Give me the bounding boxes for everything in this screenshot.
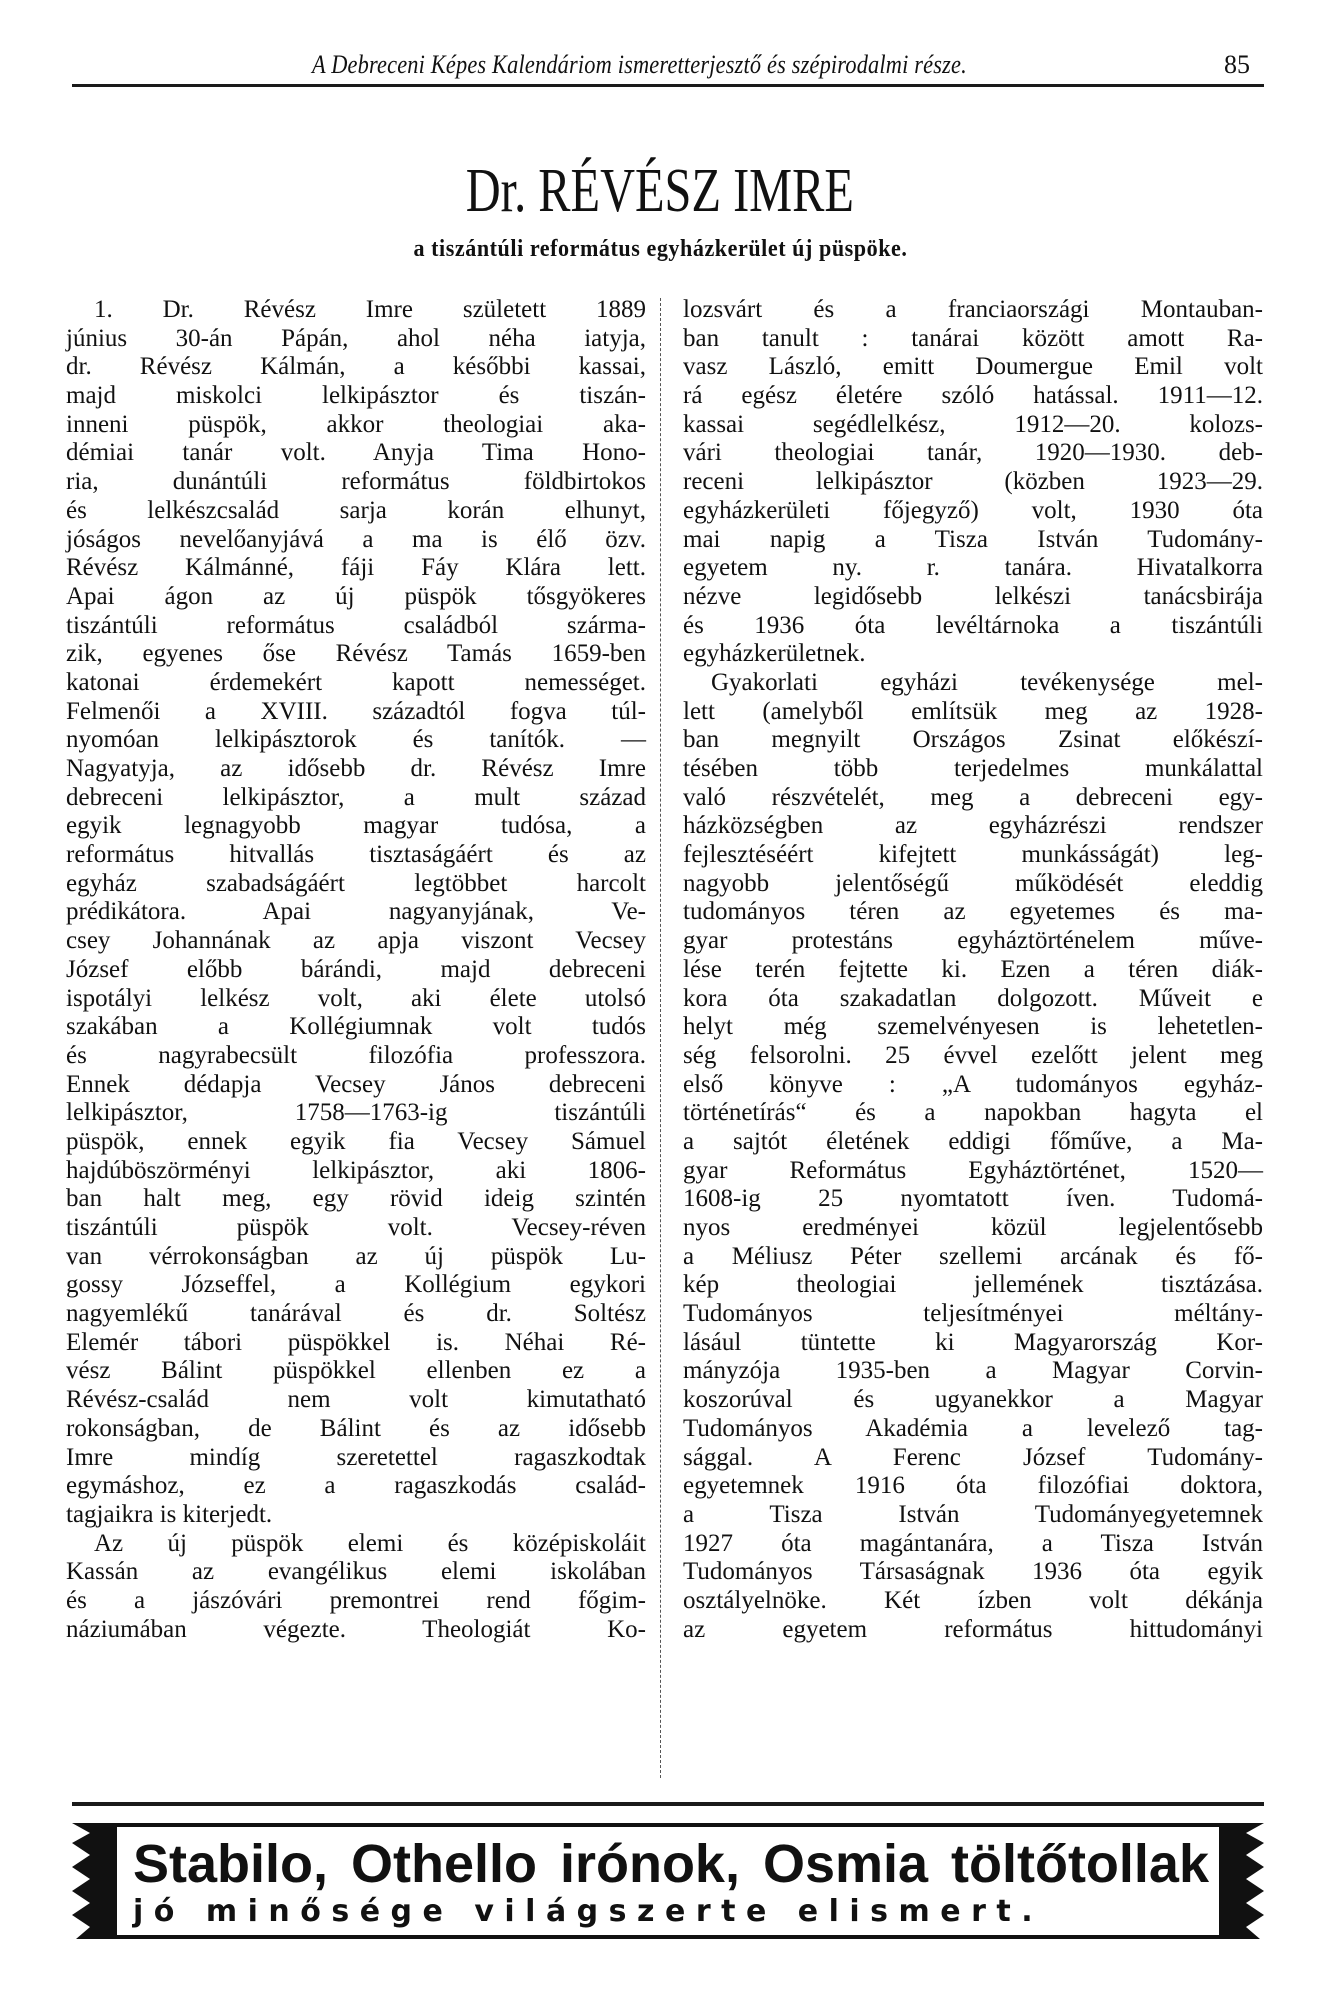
text-line: ispotályi lelkész volt, aki élete utolsó <box>66 984 646 1012</box>
advertisement-box <box>114 1823 1222 1939</box>
text-line: tudományos téren az egyetemes és ma- <box>683 898 1263 926</box>
footer-rule <box>72 1802 1264 1806</box>
text-line: lett (amelyből említsük meg az 1928- <box>683 697 1263 725</box>
article-title-text: Dr. RÉVÉSZ IMRE <box>465 157 855 225</box>
text-line: gossy Józseffel, a Kollégium egykori <box>66 1271 646 1299</box>
text-line: mai napig a Tisza István Tudomány- <box>683 525 1263 553</box>
text-line: lásául tüntette ki Magyarország Kor- <box>683 1328 1263 1356</box>
text-line: majd miskolci lelkipásztor és tiszán- <box>66 382 646 410</box>
text-line: és a jászóvári premontrei rend főgim- <box>66 1586 646 1614</box>
text-line: egyházkerületnek. <box>683 640 866 668</box>
text-line: 1608-ig 25 nyomtatott íven. Tudomá- <box>683 1185 1263 1213</box>
text-line: Révész-család nem volt kimutatható <box>66 1386 646 1414</box>
text-line: kép theologiai jellemének tisztázása. <box>683 1271 1263 1299</box>
text-line: József előbb bárándi, majd debreceni <box>66 955 646 983</box>
left-column <box>66 296 646 1644</box>
text-line: és nagyrabecsült filozófia professzora. <box>66 1041 646 1069</box>
page-number: 85 <box>1224 50 1250 79</box>
text-line: van vérrokonságban az új püspök Lu- <box>66 1242 646 1270</box>
text-line: ban halt meg, egy rövid ideig szintén <box>66 1185 646 1213</box>
text-line: tiszántúli református családból szárma- <box>66 611 646 639</box>
ad-headline-word: Stabilo, <box>133 1834 329 1894</box>
text-line: fejlesztéséért kifejtett munkásságát) leg- <box>683 841 1263 869</box>
text-line: inneni püspök, akkor theologiai aka- <box>66 410 646 438</box>
text-line: első könyve : „A tudományos egyház- <box>683 1070 1263 1098</box>
text-line: a Tisza István Tudományegyetemnek <box>683 1500 1263 1528</box>
text-line: lelkipásztor, 1758—1763-ig tiszántúli <box>66 1099 646 1127</box>
ad-headline <box>133 1833 1209 1895</box>
text-line: vasz László, emitt Doumergue Emil volt <box>683 353 1263 381</box>
right-column <box>683 296 1263 1644</box>
column-divider <box>660 298 661 1778</box>
text-line: Felmenői a XVIII. századtól fogva túl- <box>66 697 646 725</box>
text-line: debreceni lelkipásztor, a mult század <box>66 783 646 811</box>
text-line: dr. Révész Kálmán, a későbbi kassai, <box>66 353 646 381</box>
text-line: nyomóan lelkipásztorok és tanítók. — <box>66 726 646 754</box>
text-line: lozsvárt és a franciaországi Montauban- <box>683 296 1263 323</box>
text-line: vári theologiai tanár, 1920—1930. deb- <box>683 439 1263 467</box>
text-line: 1927 óta magántanára, a Tisza István <box>683 1529 1263 1557</box>
text-line: június 30-án Pápán, ahol néha iatyja, <box>66 324 646 352</box>
running-head <box>72 44 1264 84</box>
text-line: Imre mindíg szeretettel ragaszkodtak <box>66 1443 646 1471</box>
text-line: gyar protestáns egyháztörténelem műve- <box>683 927 1263 955</box>
text-line: démiai tanár volt. Anyja Tima Hono- <box>66 439 646 467</box>
serrated-tab-right-icon <box>1220 1823 1264 1939</box>
running-head-title: A Debreceni Képes Kalendáriom ismeretterjesztő és szépirodalmi része. <box>312 50 967 79</box>
text-line: katonai érdemekért kapott nemességet. <box>66 668 646 696</box>
text-line: sággal. A Ferenc József Tudomány- <box>683 1443 1263 1471</box>
text-line: prédikátora. Apai nagyanyjának, Ve- <box>66 898 646 926</box>
text-line: ria, dunántúli református földbirtokos <box>66 468 646 496</box>
ad-headline-word: irónok, <box>559 1834 740 1894</box>
text-line: a sajtót életének eddigi főműve, a Ma- <box>683 1127 1263 1155</box>
text-line: egyetem ny. r. tanára. Hivatalkorra <box>683 554 1263 582</box>
text-line: hajdúböszörményi lelkipásztor, aki 1806- <box>66 1156 646 1184</box>
text-line: kora óta szakadatlan dolgozott. Műveit e <box>683 984 1263 1012</box>
text-line: és lelkészcsalád sarja korán elhunyt, <box>66 496 646 524</box>
text-line: házközségben az egyházrészi rendszer <box>683 812 1263 840</box>
text-line: Az új püspök elemi és középiskoláit <box>94 1529 646 1557</box>
text-line: Tudományos Akadémia a levelező tag- <box>683 1414 1263 1442</box>
article-title <box>0 156 1320 226</box>
text-line: nézve legidősebb lelkészi tanácsbirája <box>683 582 1263 610</box>
text-line: koszorúval és ugyanekkor a Magyar <box>683 1386 1263 1414</box>
text-line: ban tanult : tanárai között amott Ra- <box>683 324 1263 352</box>
text-line: tagjaikra is kiterjedt. <box>66 1500 273 1528</box>
text-line: ség felsorolni. 25 évvel ezelőtt jelent meg <box>683 1041 1263 1069</box>
text-line: egyházkerületi főjegyző) volt, 1930 óta <box>683 496 1263 524</box>
serrated-tab-left-icon <box>72 1823 116 1939</box>
text-line: nagyemlékű tanárával és dr. Soltész <box>66 1300 646 1328</box>
ad-headline-word: töltőtollak <box>951 1834 1209 1894</box>
article-subtitle-text: a tiszántúli református egyházkerület új püspöke. <box>412 236 907 262</box>
text-line: Tudományos teljesítményei méltány- <box>683 1300 1263 1328</box>
text-line: rokonságban, de Bálint és az idősebb <box>66 1414 646 1442</box>
text-line: Ennek dédapja Vecsey János debreceni <box>66 1070 646 1098</box>
text-line: Apai ágon az új püspök tősgyökeres <box>66 582 646 610</box>
text-line: egyház szabadságáért legtöbbet harcolt <box>66 869 646 897</box>
text-line: tiszántúli püspök volt. Vecsey-réven <box>66 1214 646 1241</box>
text-line: ban megnyilt Országos Zsinat előkészí- <box>683 726 1263 754</box>
text-line: püspök, ennek egyik fia Vecsey Sámuel <box>66 1127 646 1155</box>
text-line: szakában a Kollégiumnak volt tudós <box>66 1013 646 1041</box>
text-line: egymáshoz, ez a ragaszkodás család- <box>66 1472 646 1500</box>
text-line: egyetemnek 1916 óta filozófiai doktora, <box>683 1472 1263 1500</box>
advertisement <box>72 1823 1264 1939</box>
ad-headline-word: Othello <box>350 1834 537 1894</box>
text-line: 1. Dr. Révész Imre született 1889 <box>94 296 646 323</box>
text-line: Kassán az evangélikus elemi iskolában <box>66 1558 646 1586</box>
text-line: az egyetem református hittudományi <box>683 1615 1263 1643</box>
text-line: egyik legnagyobb magyar tudósa, a <box>66 812 646 840</box>
text-line: rá egész életére szóló hatással. 1911—12. <box>683 382 1263 410</box>
text-line: helyt még szemelvényesen is lehetetlen- <box>683 1013 1263 1041</box>
text-line: történetírás“ és a napokban hagyta el <box>683 1099 1263 1127</box>
text-line: nyos eredményei közül legjelentősebb <box>683 1214 1263 1241</box>
text-line: osztályelnöke. Két ízben volt dékánja <box>683 1586 1263 1614</box>
text-line: receni lelkipásztor (közben 1923—29. <box>683 468 1263 496</box>
text-line: náziumában végezte. Theologiát Ko- <box>66 1615 646 1643</box>
text-line: Tudományos Társaságnak 1936 óta egyik <box>683 1558 1263 1586</box>
text-line: vész Bálint püspökkel ellenben ez a <box>66 1357 646 1385</box>
text-line: lése terén fejtette ki. Ezen a téren diák- <box>683 955 1263 983</box>
text-line: Nagyatyja, az idősebb dr. Révész Imre <box>66 755 646 782</box>
text-line: és 1936 óta levéltárnoka a tiszántúli <box>683 611 1263 639</box>
text-line: jóságos nevelőanyjává a ma is élő özv. <box>66 525 646 553</box>
text-line: tésében több terjedelmes munkálattal <box>683 755 1263 782</box>
header-rule <box>72 84 1264 87</box>
ad-tagline: jó minősége világszerte elismert. <box>133 1894 1044 1929</box>
text-line: csey Johannának az apja viszont Vecsey <box>66 927 646 955</box>
text-line: mányzója 1935-ben a Magyar Corvin- <box>683 1357 1263 1385</box>
text-line: zik, egyenes őse Révész Tamás 1659-ben <box>66 640 646 668</box>
ad-headline-word: Osmia <box>762 1834 929 1894</box>
text-line: Révész Kálmánné, fáji Fáy Klára lett. <box>66 554 646 582</box>
text-line: gyar Református Egyháztörténet, 1520— <box>683 1156 1263 1184</box>
article-subtitle <box>0 236 1320 263</box>
text-line: Elemér tábori püspökkel is. Néhai Ré- <box>66 1328 646 1356</box>
text-line: kassai segédlelkész, 1912—20. kolozs- <box>683 410 1263 438</box>
text-line: református hitvallás tisztaságáért és az <box>66 841 646 869</box>
text-line: Gyakorlati egyházi tevékenysége mel- <box>711 668 1263 696</box>
text-line: nagyobb jelentőségű működését eleddig <box>683 869 1263 897</box>
text-line: való részvételét, meg a debreceni egy- <box>683 783 1263 811</box>
text-line: a Méliusz Péter szellemi arcának és fő- <box>683 1242 1263 1270</box>
